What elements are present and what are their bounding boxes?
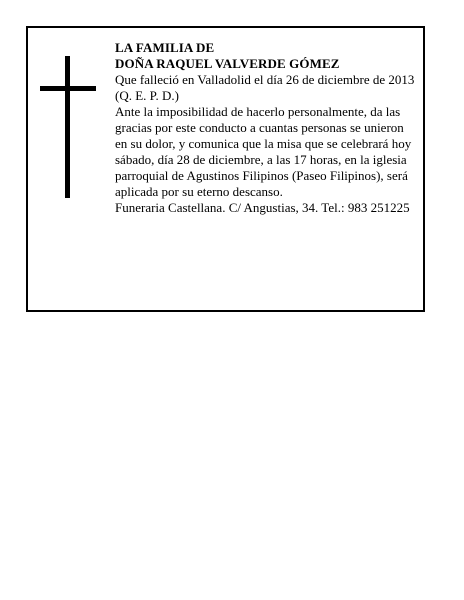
cross-icon (40, 56, 96, 198)
funeral-home: Funeraria Castellana. C/ Angustias, 34. Tel.: 983 251225 (115, 200, 410, 215)
cross-horizontal-bar (40, 86, 96, 91)
death-info: Que falleció en Valladolid el día 26 de diciembre de 2013 (115, 72, 415, 87)
notice-body: Ante la imposibilidad de hacerlo personalmente, da las gracias por este conducto a cuantas personas se unieron en su dolor, y comunica que la misa que se celebrará hoy sábado, día 28 de diciembre, a las 17 horas, en la iglesia parroquial de Agustinos Filipinos (Paseo Filipinos), será aplicada por su eterno descanso. (115, 104, 412, 199)
qepd: (Q. E. P. D.) (115, 88, 179, 103)
obituary-notice (26, 26, 425, 312)
notice-text (115, 40, 418, 216)
heading-line-1: LA FAMILIA DE (115, 40, 215, 55)
cross-vertical-bar (65, 56, 70, 198)
heading-line-2: DOÑA RAQUEL VALVERDE GÓMEZ (115, 56, 340, 71)
